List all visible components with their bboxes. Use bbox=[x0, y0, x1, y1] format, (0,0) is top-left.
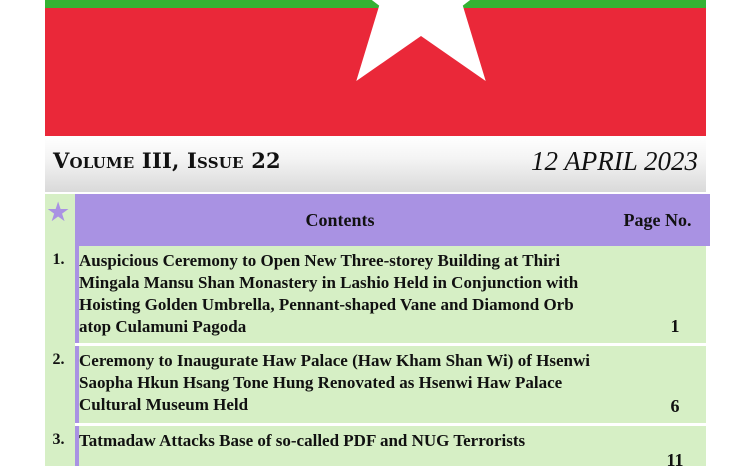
page-number-heading: Page No. bbox=[623, 210, 692, 230]
item-number: 3. bbox=[52, 431, 65, 448]
white-star-icon bbox=[45, 0, 706, 136]
issue-volume: Volume III, Issue 22 bbox=[53, 148, 281, 173]
item-title[interactable]: Auspicious Ceremony to Open New Three-storey Building at Thiri Mingala Mansu Shan Monastery in Lashio Held in Conjunction with Hoisting Golden Umbrella, Pennant-shaped Vane and Diamond Orb atop Culamuni Pagoda bbox=[79, 251, 579, 336]
purple-star-icon: ★ bbox=[46, 197, 71, 228]
item-number-cell bbox=[45, 346, 75, 426]
item-number: 1. bbox=[52, 251, 65, 268]
issue-date: 12 APRIL 2023 bbox=[530, 146, 698, 176]
myanmar-flag-banner bbox=[45, 0, 706, 136]
contents-row bbox=[45, 246, 706, 356]
item-content-cell bbox=[79, 426, 706, 470]
item-number-cell bbox=[45, 426, 75, 466]
contents-heading: Contents bbox=[305, 210, 375, 230]
contents-header-bar bbox=[75, 194, 710, 246]
item-content-cell bbox=[79, 246, 706, 356]
star-cell bbox=[45, 194, 75, 246]
issue-bar bbox=[45, 136, 706, 192]
item-page-number: 11 bbox=[666, 450, 684, 470]
item-page-number: 1 bbox=[670, 316, 680, 336]
item-number: 2. bbox=[52, 351, 65, 368]
item-title[interactable]: Tatmadaw Attacks Base of so-called PDF and NUG Terrorists bbox=[79, 431, 526, 450]
contents-header-row bbox=[45, 194, 710, 246]
item-number-cell bbox=[45, 246, 75, 356]
contents-row bbox=[45, 346, 706, 426]
item-title[interactable]: Ceremony to Inaugurate Haw Palace (Haw Kham Shan Wi) of Hsenwi Saopha Hkun Hsang Tone Hung Renovated as Hsenwi Haw Palace Cultural Museum Held bbox=[79, 351, 590, 414]
item-content-cell bbox=[79, 346, 706, 426]
item-page-number: 6 bbox=[670, 396, 680, 416]
contents-row bbox=[45, 426, 706, 470]
